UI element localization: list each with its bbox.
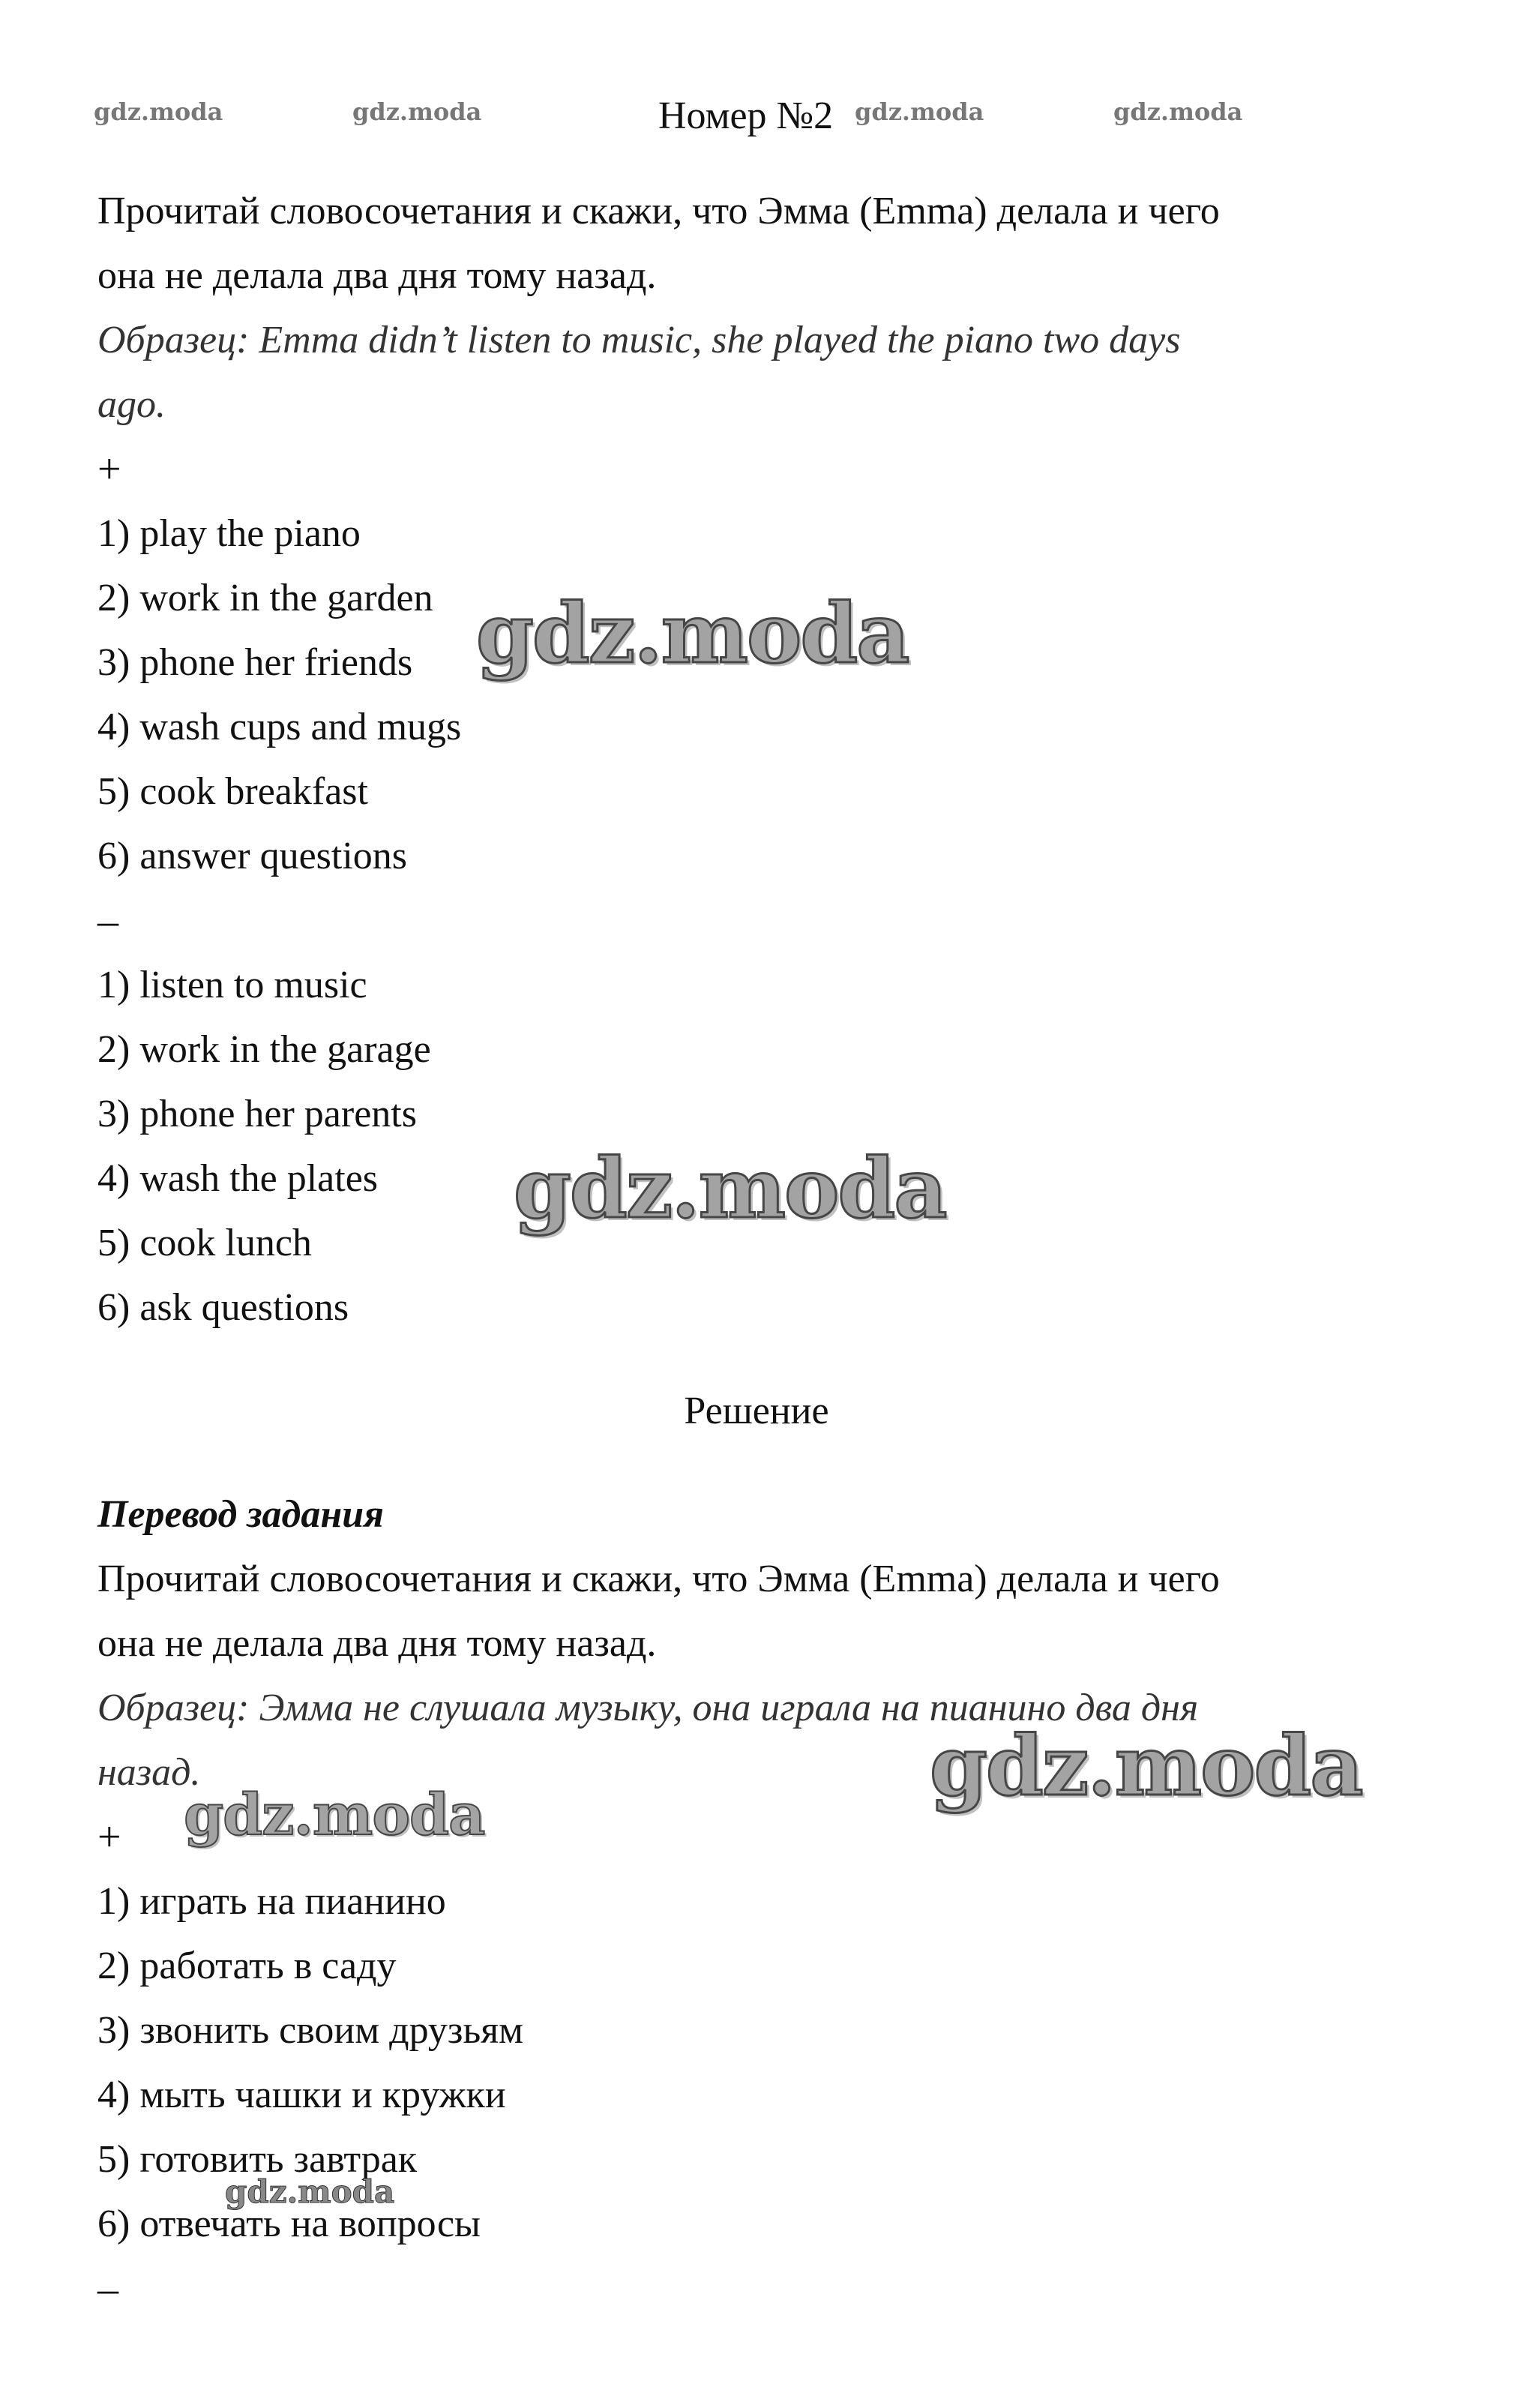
watermark: gdz.moda bbox=[514, 1140, 946, 1237]
list-item: 3) phone her friends bbox=[97, 641, 413, 684]
task-example-line2: ago. bbox=[97, 383, 166, 426]
solution-instruction-line1: Прочитай словосочетания и скажи, что Эмма (Emma) делала и чего bbox=[97, 1558, 1220, 1600]
watermark: gdz.moda bbox=[1113, 97, 1243, 126]
list-item: 4) мыть чашки и кружки bbox=[97, 2074, 506, 2116]
list-item: 2) work in the garage bbox=[97, 1028, 431, 1071]
list-item: 4) wash the plates bbox=[97, 1157, 379, 1200]
watermark: gdz.moda bbox=[930, 1717, 1362, 1814]
watermark: gdz.moda bbox=[352, 97, 482, 126]
list-item: 5) cook breakfast bbox=[97, 770, 368, 813]
list-item: 6) отвечать на вопросы bbox=[97, 2203, 481, 2245]
plus-sign: + bbox=[97, 446, 121, 493]
list-item: 6) ask questions bbox=[97, 1286, 349, 1329]
page-title: Номер №2 bbox=[658, 94, 834, 137]
minus-sign: – bbox=[97, 2266, 118, 2312]
list-item: 3) звонить своим друзьям bbox=[97, 2009, 524, 2052]
list-item: 2) work in the garden bbox=[97, 577, 433, 619]
minus-sign: – bbox=[97, 898, 118, 944]
watermark: gdz.moda bbox=[225, 2173, 395, 2210]
plus-sign: + bbox=[97, 1814, 121, 1861]
translation-heading: Перевод задания bbox=[97, 1493, 384, 1536]
list-item: 2) работать в саду bbox=[97, 1945, 397, 1987]
list-item: 1) listen to music bbox=[97, 964, 367, 1006]
list-item: 3) phone her parents bbox=[97, 1093, 417, 1135]
list-item: 4) wash cups and mugs bbox=[97, 706, 462, 748]
list-item: 1) play the piano bbox=[97, 512, 361, 555]
solution-example-line2: назад. bbox=[97, 1751, 201, 1794]
list-item: 5) готовить завтрак bbox=[97, 2138, 418, 2181]
list-item: 5) cook lunch bbox=[97, 1222, 312, 1264]
watermark: gdz.moda bbox=[855, 97, 984, 126]
solution-heading: Решение bbox=[684, 1390, 829, 1432]
solution-example-line1: Образец: Эмма не слушала музыку, она играла на пианино два дня bbox=[97, 1687, 1199, 1729]
task-instruction-line2: она не делала два дня тому назад. bbox=[97, 254, 657, 297]
watermark: gdz.moda bbox=[476, 585, 909, 682]
list-item: 6) answer questions bbox=[97, 835, 408, 877]
solution-instruction-line2: она не делала два дня тому назад. bbox=[97, 1622, 657, 1665]
task-example-line1: Образец: Emma didn’t listen to music, she played the piano two days bbox=[97, 319, 1181, 361]
list-item: 1) играть на пианино bbox=[97, 1880, 446, 1923]
watermark: gdz.moda bbox=[184, 1781, 485, 1848]
watermark: gdz.moda bbox=[94, 97, 223, 126]
task-instruction-line1: Прочитай словосочетания и скажи, что Эмма (Emma) делала и чего bbox=[97, 190, 1220, 232]
